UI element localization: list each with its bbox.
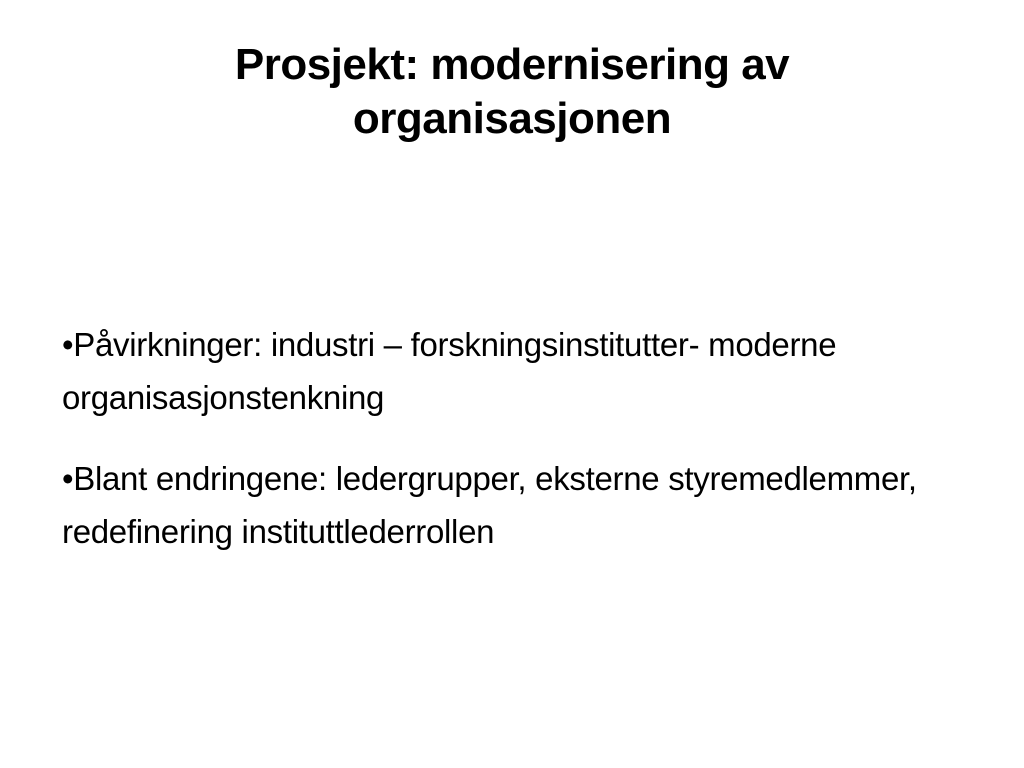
bullet-text: Blant endringene: ledergrupper, eksterne styremedlemmer, redefinering instituttlederrollen [62, 460, 917, 550]
bullet-icon: • [62, 326, 74, 363]
bullet-item-influences [62, 318, 962, 424]
bullet-text: Påvirkninger: industri – forskningsinstitutter- moderne organisasjonstenkning [62, 326, 837, 416]
bullet-item-changes [62, 452, 962, 558]
slide-title: Prosjekt: modernisering av organisasjonen [234, 40, 790, 143]
bullet-list [62, 318, 962, 586]
bullet-icon: • [62, 460, 74, 497]
